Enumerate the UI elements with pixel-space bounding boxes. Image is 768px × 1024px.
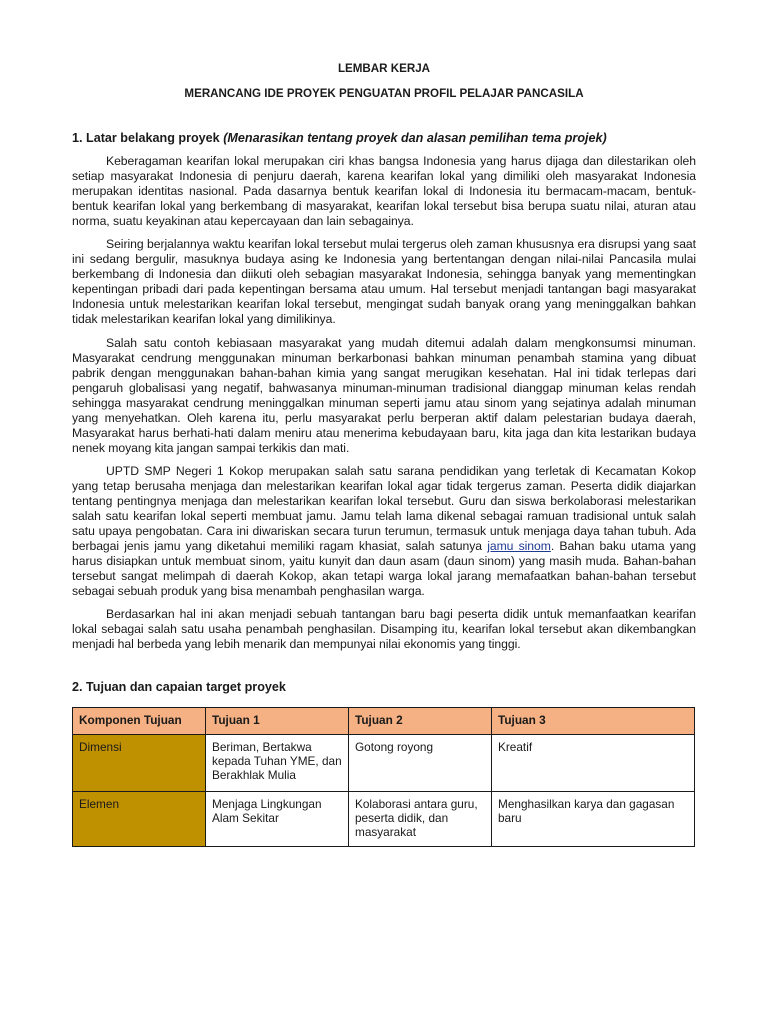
header-komponen-tujuan: Komponen Tujuan	[73, 708, 206, 735]
paragraph-4-text-a: UPTD SMP Negeri 1 Kokop merupakan salah satu sarana pendidikan yang terletak di Kecamatan Kokop yang tetap berusaha menjaga dan melestarikan kearifan lokal agar tidak tergerus zaman. Peserta didik diajarkan tentang pentingnya menjaga dan melestarikan kearifan lokal tersebut. Guru dan siswa berkolaborasi melestarikan salah satu kearifan lokal seperti membuat jamu. Jamu telah lama dikenal sebagai ramuan tradisional untuk salah satu upaya pengobatan. Cara ini diwariskan secara turun terumun, termasuk untuk menjaga daya tahan tubuh. Ada berbagai jenis jamu yang diketahui memiliki ragam khasiat, salah satunya	[72, 463, 696, 554]
table-cell: Beriman, Bertakwa kepada Tuhan YME, dan Berakhlak Mulia	[206, 735, 349, 792]
row-label-dimensi: Dimensi	[73, 735, 206, 792]
goals-table	[72, 707, 695, 847]
document-title: LEMBAR KERJA	[337, 62, 431, 75]
paragraph-4-text-b: . Bahan baku utama yang harus disiapkan untuk membuat sinom, yaitu kunyit dan daun asam (daun sinom) yang masih muda. Bahan-bahan tersebut sangat melimpah di daerah Kokop, akan tetapi warga lokal jarang memafaatkan bahan-bahan tersebut sebagai sebuah produk yang bisa menambah penghasilan warga.	[72, 539, 696, 599]
jamu-sinom-link[interactable]: jamu sinom	[487, 539, 551, 554]
section-1-heading	[72, 131, 696, 146]
table-cell: Kreatif	[492, 735, 695, 792]
paragraph-1: Keberagaman kearifan lokal merupakan ciri khas bangsa Indonesia yang harus dijaga dan dilestarikan oleh setiap masyarakat Indonesia di penjuru daerah, karena kearifan lokal yang dimiliki oleh masyarakat Indonesia merupakan identitas nasional. Pada dasarnya bentuk kearifan lokal di Indonesia itu bermacam-macam, bentuk-bentuk kearifan lokal yang berkembang di masyarakat, kearifan lokal tersebut bisa berupa suatu nilai, aturan atau norma, suatu keyakinan atau kepercayaan dan lain sebagainya.	[72, 154, 696, 229]
header-tujuan-1: Tujuan 1	[206, 708, 349, 735]
paragraph-4	[72, 464, 696, 599]
table-cell: Gotong royong	[349, 735, 492, 792]
document-subtitle: MERANCANG IDE PROYEK PENGUATAN PROFIL PELAJAR PANCASILA	[184, 87, 584, 100]
paragraph-5: Berdasarkan hal ini akan menjadi sebuah tantangan baru bagi peserta didik untuk memanfaatkan kearifan lokal sebagai salah satu usaha penambah penghasilan. Disamping itu, kearifan lokal tersebut akan dikembangkan menjadi hal berbeda yang lebih menarik dan mempunyai nilai ekonomis yang tinggi.	[72, 607, 696, 652]
section-2-title: 2. Tujuan dan capaian target proyek	[72, 680, 286, 695]
header-tujuan-3: Tujuan 3	[492, 708, 695, 735]
table-cell: Menghasilkan karya dan gagasan baru	[492, 792, 695, 847]
table-row	[73, 792, 695, 847]
table-cell: Kolaborasi antara guru, peserta didik, dan masyarakat	[349, 792, 492, 847]
section-1-note: (Menarasikan tentang proyek dan alasan pemilihan tema projek)	[223, 131, 607, 145]
table-row	[73, 735, 695, 792]
table-cell: Menjaga Lingkungan Alam Sekitar	[206, 792, 349, 847]
section-2-heading	[72, 680, 696, 695]
header-tujuan-2: Tujuan 2	[349, 708, 492, 735]
paragraph-2: Seiring berjalannya waktu kearifan lokal tersebut mulai tergerus oleh zaman khususnya era disrupsi yang saat ini sedang bergulir, masuknya budaya asing ke Indonesia yang bertentangan dengan nilai-nilai Pancasila mulai berkembang di Indonesia dan diikuti oleh sebagian masyarakat Indonesia, sehingga banyak yang mementingkan kepentingan pribadi dari pada kepentingan bersama atau umum. Hal tersebut menjadi tantangan bagi masyarakat Indonesia untuk melestarikan kearifan lokal tersebut, mengingat sudah banyak orang yang meninggalkan bahkan tidak melestarikan kearifan lokal yang dimilikinya.	[72, 237, 696, 327]
row-label-elemen: Elemen	[73, 792, 206, 847]
table-header-row	[73, 708, 695, 735]
section-1-title: 1. Latar belakang proyek	[72, 131, 220, 145]
paragraph-3: Salah satu contoh kebiasaan masyarakat yang mudah ditemui adalah dalam mengkonsumsi minuman. Masyarakat cendrung menggunakan minuman berkarbonasi bahkan minuman penambah stamina yang dibuat pabrik dengan menggunakan bahan-bahan kimia yang sangat merugikan kesehatan. Hal ini tidak terlepas dari pengaruh globalisasi yang negatif, bahwasanya minuman-minuman tradisional dianggap minuman kelas rendah sehingga masyarakat cendrung meninggalkan minuman seperti jamu atau sinom yang sejatinya adalah minuman yang menyehatkan. Oleh karena itu, perlu masyarakat perlu berperan aktif dalam pelestarian budaya daerah, Masyarakat harus berhati-hati dalam meniru atau menerima kebudayaan baru, kita jaga dan kita lestarikan budaya nenek moyang kita jangan sampai terkikis dan mati.	[72, 335, 696, 455]
